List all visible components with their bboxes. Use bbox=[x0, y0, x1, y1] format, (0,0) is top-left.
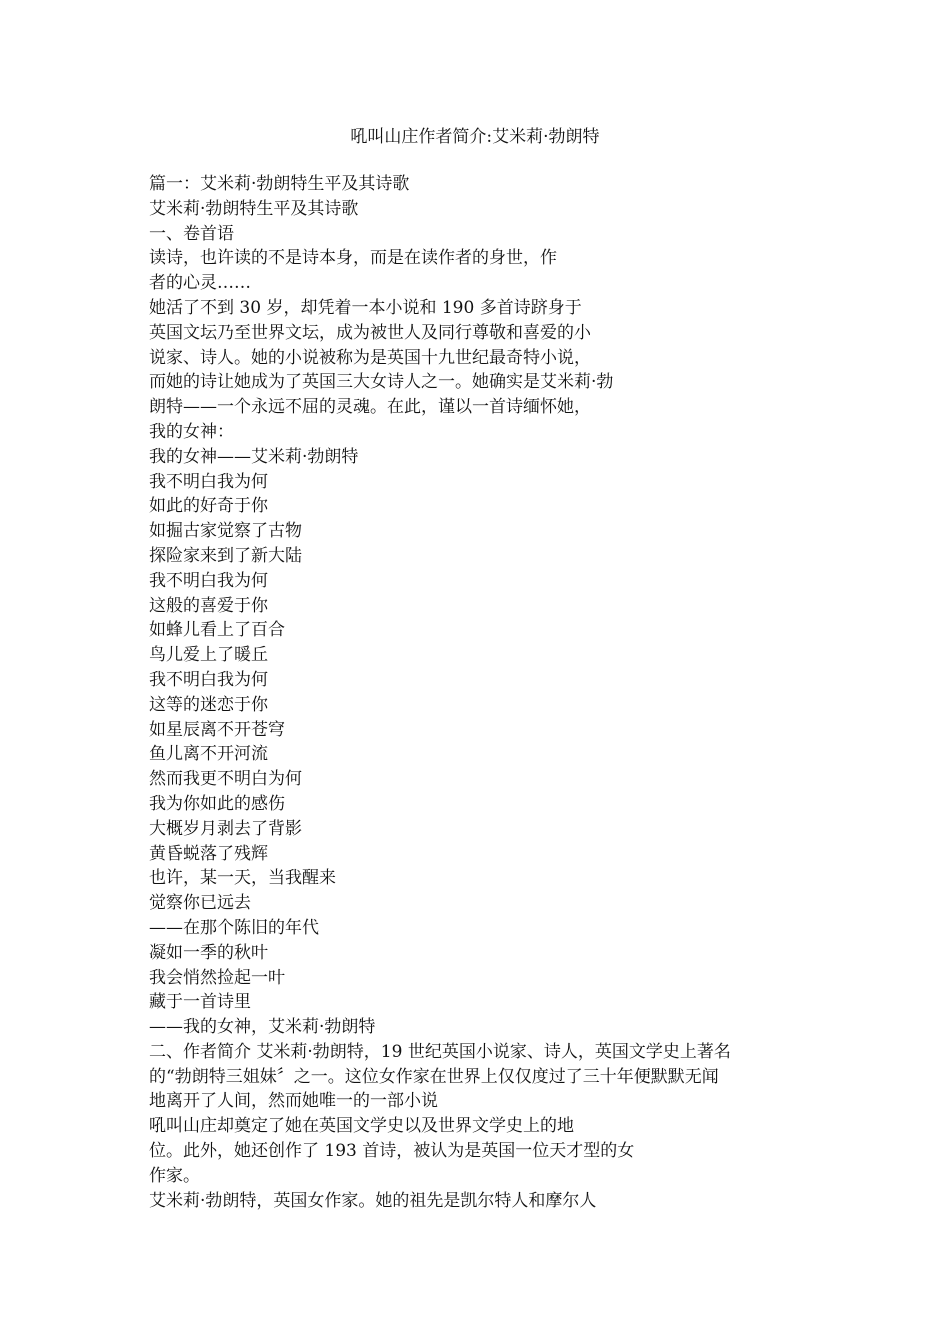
text-line: 说家、诗人。她的小说被称为是英国十九世纪最奇特小说， bbox=[149, 347, 591, 368]
text-line: 黄昏蜕落了残辉 bbox=[149, 843, 268, 864]
text-line: 艾米莉·勃朗特生平及其诗歌 bbox=[149, 198, 359, 219]
text-line: 大概岁月剥去了背影 bbox=[149, 818, 302, 839]
text-line: 这般的喜爱于你 bbox=[149, 595, 268, 616]
text-line: 如掘古家觉察了古物 bbox=[149, 521, 302, 542]
text-line: 她活了不到 30 岁，却凭着一本小说和 190 多首诗跻身于 bbox=[149, 297, 582, 318]
text-line: 也许，某一天，当我醒来 bbox=[149, 868, 336, 889]
text-line: 凝如一季的秋叶 bbox=[149, 942, 268, 963]
text-line: 觉察你已远去 bbox=[149, 893, 251, 914]
text-line: 我不明白我为何 bbox=[149, 669, 268, 690]
text-line: 艾米莉·勃朗特，英国女作家。她的祖先是凯尔特人和摩尔人 bbox=[149, 1190, 597, 1211]
text-line: 地离开了人间，然而她唯一的一部小说 bbox=[149, 1091, 438, 1112]
text-line: 探险家来到了新大陆 bbox=[149, 545, 302, 566]
text-line: 英国文坛乃至世界文坛，成为被世人及同行尊敬和喜爱的小 bbox=[149, 322, 591, 343]
text-line: ——在那个陈旧的年代 bbox=[149, 917, 319, 938]
text-line: 我为你如此的感伤 bbox=[149, 793, 285, 814]
text-line: 如星辰离不开苍穹 bbox=[149, 719, 285, 740]
text-line: 鸟儿爱上了暖丘 bbox=[149, 645, 268, 666]
text-line: 如蜂儿看上了百合 bbox=[149, 620, 285, 641]
text-line: 者的心灵…… bbox=[149, 273, 251, 294]
text-line: 篇一：艾米莉·勃朗特生平及其诗歌 bbox=[149, 174, 410, 194]
text-line: 我的女神： bbox=[149, 421, 234, 442]
text-line: 而她的诗让她成为了英国三大女诗人之一。她确实是艾米莉·勃 bbox=[149, 372, 614, 393]
text-line: 读诗，也许读的不是诗本身，而是在读作者的身世，作 bbox=[149, 248, 557, 269]
text-line: 我的女神——艾米莉·勃朗特 bbox=[149, 446, 359, 467]
text-line: 二、作者简介 艾米莉·勃朗特，19 世纪英国小说家、诗人，英国文学史上著名 bbox=[149, 1041, 731, 1062]
text-line: 这等的迷恋于你 bbox=[149, 694, 268, 715]
text-line: 我会悄然捡起一叶 bbox=[149, 967, 285, 988]
document-body bbox=[149, 172, 809, 1213]
text-line: 一、卷首语 bbox=[149, 223, 234, 244]
text-line: 如此的好奇于你 bbox=[149, 496, 268, 517]
text-line: 作家。 bbox=[149, 1165, 200, 1186]
document-title: 吼叫山庄作者简介:艾米莉·勃朗特 bbox=[350, 127, 600, 147]
text-line: 然而我更不明白为何 bbox=[149, 769, 302, 790]
text-line: ——我的女神，艾米莉·勃朗特 bbox=[149, 1017, 376, 1038]
text-line: 藏于一首诗里 bbox=[149, 992, 251, 1013]
text-line: 鱼儿离不开河流 bbox=[149, 744, 268, 765]
text-line: 的“勃朗特三姐妹〞之一。这位女作家在世界上仅仅度过了三十年便默默无闻 bbox=[149, 1066, 719, 1087]
text-line: 位。此外，她还创作了 193 首诗，被认为是英国一位天才型的女 bbox=[149, 1141, 635, 1162]
text-line: 我不明白我为何 bbox=[149, 471, 268, 492]
text-line: 吼叫山庄却奠定了她在英国文学史以及世界文学史上的地 bbox=[149, 1116, 574, 1137]
text-line: 我不明白我为何 bbox=[149, 570, 268, 591]
text-line: 朗特——一个永远不屈的灵魂。在此，谨以一首诗缅怀她， bbox=[149, 397, 591, 418]
